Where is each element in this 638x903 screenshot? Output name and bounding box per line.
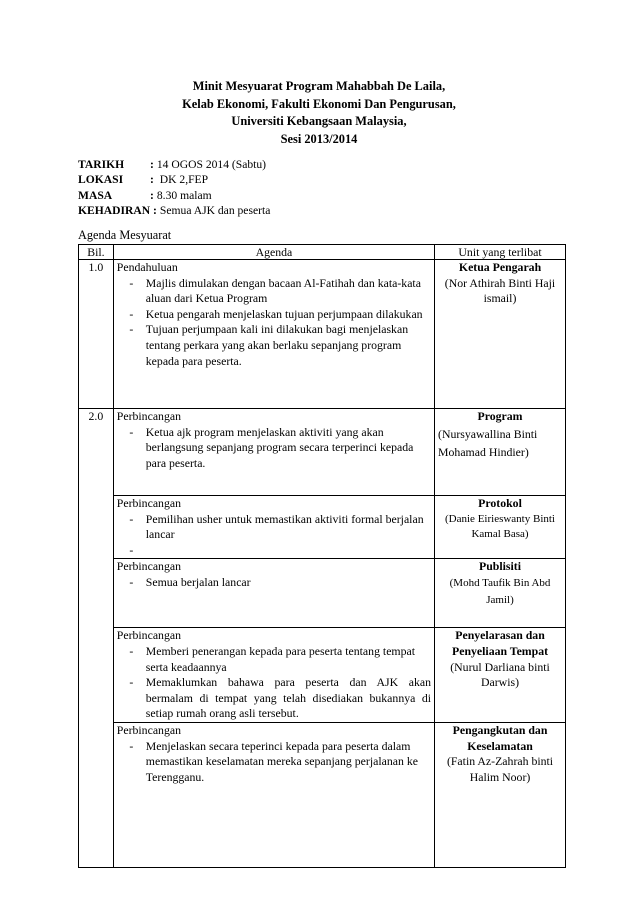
dash-marker: - (129, 275, 134, 290)
table-header-row (79, 245, 566, 260)
kehadiran-value: Semua AJK dan peserta (159, 203, 271, 217)
row-unit (435, 628, 566, 723)
title-line-2: Kelab Ekonomi, Fakulti Ekonomi Dan Pengurusan, (182, 96, 456, 111)
row-agenda (113, 260, 434, 409)
list-item (117, 425, 431, 472)
item-text (146, 543, 431, 559)
row-bil: 1.0 (79, 260, 114, 409)
item-text: Ketua ajk program menjelaskan aktiviti yang akan berlangsung sepanjang program secara terperinci kepada para peserta. (145, 424, 414, 470)
list-item (117, 575, 431, 591)
row-unit (435, 260, 566, 409)
list-item (117, 307, 431, 323)
table-row (79, 722, 566, 867)
unit-name: (Mohd Taufik Bin Abd Jamil) (449, 576, 551, 606)
list-item (117, 675, 431, 722)
dash-marker: - (129, 675, 134, 690)
lokasi-value: DK 2,FEP (156, 173, 209, 187)
lokasi-label: LOKASI (78, 173, 124, 187)
row-agenda (113, 628, 434, 723)
dash-marker: - (129, 511, 134, 526)
row-heading: Perbincangan (116, 722, 181, 737)
unit-name: (Nor Athirah Binti Haji ismail) (444, 275, 556, 306)
unit-title: Program (477, 409, 523, 423)
item-text: Majlis dimulakan dengan bacaan Al-Fatihah dan kata-kata aluan dari Ketua Program (145, 275, 421, 306)
item-text: Tujuan perjumpaan kali ini dilakukan bagi menjelaskan tentang perkara yang akan berlaku sepanjang program kepada para peserta. (145, 322, 409, 368)
row-heading: Perbincangan (116, 496, 181, 510)
unit-title: Protokol (478, 496, 522, 510)
row-heading: Perbincangan (116, 409, 181, 423)
dash-marker: - (129, 322, 134, 337)
agenda-table (78, 244, 566, 868)
row-bil: 2.0 (79, 409, 114, 868)
masa-separator: : (150, 188, 154, 202)
unit-title: Publisiti (479, 559, 521, 574)
list-item (117, 276, 431, 307)
row-agenda (113, 409, 434, 496)
list-item (117, 512, 431, 543)
header-unit: Unit yang terlibat (435, 245, 566, 260)
tarikh-value: 14 OGOS 2014 (Sabtu) (156, 158, 267, 171)
header-agenda: Agenda (113, 245, 434, 260)
unit-title: Ketua Pengarah (458, 260, 542, 274)
table-row (79, 559, 566, 628)
unit-name: (Danie Eirieswanty Binti Kamal Basa) (445, 512, 555, 541)
item-text: Semua berjalan lancar (145, 574, 251, 589)
row-unit (435, 722, 566, 867)
meta-row-tarikh (78, 157, 270, 172)
title-line-4: Sesi 2013/2014 (280, 131, 358, 146)
meta-row-lokasi (78, 172, 270, 187)
masa-label: MASA (78, 188, 113, 202)
dash-marker: - (129, 574, 134, 589)
item-text: Memaklumkan bahawa para peserta dan AJK akan bermalam di tempat yang telah disediakan bukannya di setiap rumah orang asli tersebut. (145, 675, 432, 721)
dash-marker: - (129, 643, 134, 658)
table-row (79, 496, 566, 559)
table-row (79, 628, 566, 723)
document-title (0, 78, 638, 148)
tarikh-label: TARIKH (78, 158, 125, 171)
meta-row-masa (78, 188, 270, 203)
table-row (79, 260, 566, 409)
masa-value: 8.30 malam (156, 188, 212, 202)
lokasi-separator: : (150, 173, 154, 187)
title-line-3: Universiti Kebangsaan Malaysia, (231, 114, 407, 128)
row-agenda (113, 496, 434, 559)
unit-name: (Fatin Az-Zahrah binti Halim Noor) (446, 754, 554, 784)
row-heading: Pendahuluan (116, 260, 178, 274)
item-text: Menjelaskan secara teperinci kepada para peserta dalam memastikan keselamatan mereka sepanjang perjalanan ke Terengganu. (145, 738, 418, 784)
row-unit (435, 409, 566, 496)
meta-row-kehadiran (78, 203, 270, 218)
list-item (117, 739, 431, 786)
list-item (117, 543, 431, 559)
title-line-1: Minit Mesyuarat Program Mahabbah De Laila, (192, 79, 446, 93)
header-bil: Bil. (79, 245, 114, 260)
row-heading: Perbincangan (116, 628, 181, 643)
tarikh-separator: : (150, 158, 154, 171)
row-heading: Perbincangan (116, 559, 181, 574)
item-text: Memberi penerangan kepada para peserta tentang tempat serta keadaannya (145, 643, 416, 674)
dash-marker: - (129, 738, 134, 753)
dash-marker: - (129, 424, 134, 439)
row-unit (435, 496, 566, 559)
dash-marker: - (129, 542, 134, 557)
item-text: Pemilihan usher untuk memastikan aktiviti formal berjalan lancar (145, 511, 424, 542)
unit-name: (Nurul Darliana binti Darwis) (450, 659, 550, 690)
unit-title: Pengangkutan dan Keselamatan (452, 722, 548, 753)
unit-name: (Nursyawallina Binti Mohamad Hindier) (438, 426, 538, 459)
agenda-label: Agenda Mesyuarat (78, 228, 172, 242)
kehadiran-label: KEHADIRAN : (78, 203, 157, 217)
row-agenda (113, 559, 434, 628)
list-item (117, 322, 431, 369)
dash-marker: - (129, 306, 134, 321)
list-item (117, 644, 431, 675)
table-row (79, 409, 566, 496)
row-agenda (113, 722, 434, 867)
item-text: Ketua pengarah menjelaskan tujuan perjumpaan dilakukan (145, 306, 423, 321)
unit-title: Penyelarasan dan Penyeliaan Tempat (452, 628, 549, 658)
row-unit (435, 559, 566, 628)
meeting-details (78, 157, 270, 218)
